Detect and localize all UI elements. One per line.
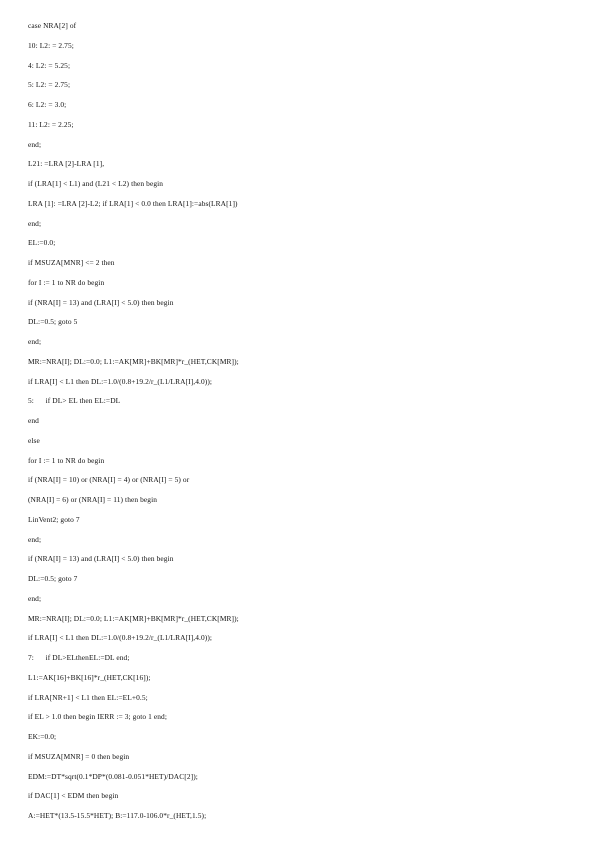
code-line: 5: L2: = 2.75; [28,80,71,90]
code-line: if DAC[1] < EDM then begin [28,791,119,801]
code-line: EL:=0.0; [28,238,56,248]
code-line: (NRA[I] = 6) or (NRA[I] = 11) then begin [28,495,158,504]
code-line: if EL > 1.0 then begin IERR := 3; goto 1 end; [28,712,168,722]
code-line: if LRA[NR+1] < L1 then EL:=EL+0.5; [28,692,148,702]
code-line: for I := 1 to NR do begin [28,277,105,287]
code-line: if MSUZA[MNR] <= 2 then [28,258,115,267]
code-listing [28,16,568,826]
code-line: for I := 1 to NR do begin [28,455,105,465]
code-line: 10: L2: = 2.75; [28,40,74,50]
code-line: 7: if DL>ELthenEL:=DL end; [28,653,130,662]
code-line: if LRA[I] < L1 then DL:=1.0/(0.8+19.2/r_(L1/LRA[I],4.0)); [28,376,213,386]
code-line: end; [28,593,42,603]
code-line: 4: L2: = 5.25; [28,60,71,70]
code-line: EDM:=DT*sqrt(0.1*DP*(0.081-0.051*HET)/DAC[2]); [28,771,198,781]
code-line: else [28,435,40,445]
code-line: if LRA[I] < L1 then DL:=1.0/(0.8+19.2/r_(L1/LRA[I],4.0)); [28,633,213,643]
code-line: 6: L2: = 3.0; [28,100,67,109]
code-line: MR:=NRA[I]; DL:=0.0; L1:=AK[MR]+BK[MR]*r_(HET,CK[MR]); [28,356,239,366]
code-line: end; [28,337,42,346]
code-line: LRA [1]: =LRA [2]-L2; if LRA[1] < 0.0 then LRA[1]:=abs(LRA[1]) [28,198,238,208]
code-line: 5: if DL> EL then EL:=DL [28,396,121,406]
code-line: DL:=0.5; goto 5 [28,317,78,327]
code-line: if (NRA[I] = 10) or (NRA[I] = 4) or (NRA[I] = 5) or [28,475,190,485]
code-line: if (LRA[1] < L1) and (L21 < L2) then begin [28,179,164,188]
code-line: 11: L2: = 2.25; [28,119,74,129]
code-line: DL:=0.5; goto 7 [28,574,78,583]
code-line: EK:=0.0; [28,732,57,741]
code-line: end; [28,218,42,228]
code-line: A:=HET*(13.5-15.5*HET); B:=117.0-106.0*r_(HET,1.5); [28,811,207,820]
code-line: if MSUZA[MNR] = 0 then begin [28,751,130,761]
code-line: if (NRA[I] = 13) and (LRA[I] < 5.0) then begin [28,297,174,307]
code-line: end; [28,534,42,544]
code-line: LinVent2; goto 7 [28,514,80,524]
code-line: end [28,416,39,425]
code-line: MR:=NRA[I]; DL:=0.0; L1:=AK[MR]+BK[MR]*r_(HET,CK[MR]); [28,613,239,623]
code-line: L1:=AK[16]+BK[16]*r_(HET,CK[16]); [28,672,151,682]
code-line: case NRA[2] of [28,21,77,30]
code-line: end; [28,139,42,149]
code-line: if (NRA[I] = 13) and (LRA[I] < 5.0) then begin [28,554,174,564]
code-line: L21: =LRA [2]-LRA [1], [28,159,105,169]
